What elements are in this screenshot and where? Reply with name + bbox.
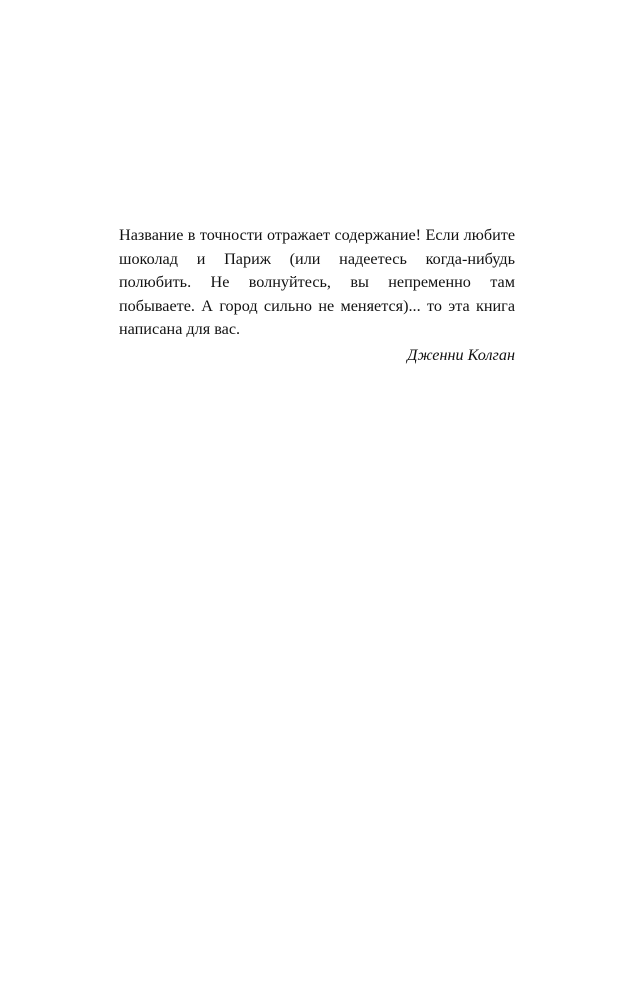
epigraph-body: Название в точности отражает содержание! Если любите шоколад и Париж (или надеетесь когда-нибудь полюбить. Не волнуйтесь, вы непременно там побываете. А город сильно не меняется)... то эта книга написана для вас. <box>119 226 515 338</box>
epigraph-attribution: Дженни Колган <box>407 345 515 364</box>
epigraph <box>119 224 515 367</box>
